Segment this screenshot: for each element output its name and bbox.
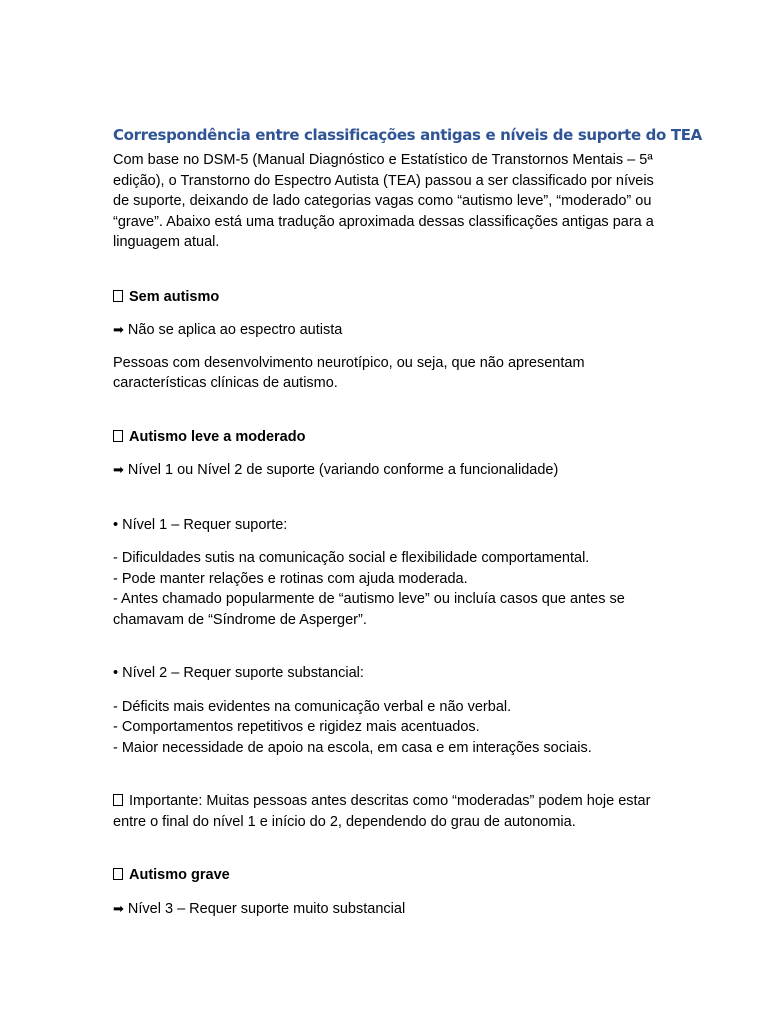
list-item: - Antes chamado popularmente de “autismo leve” ou incluía casos que antes se chamavam de “Síndrome de Asperger”.: [113, 591, 625, 628]
section-heading-sem-autismo: Sem autismo: [113, 287, 658, 308]
right-arrow-icon: ➡: [113, 900, 124, 916]
level2-heading: • Nível 2 – Requer suporte substancial:: [113, 665, 364, 681]
section-arrow-line: ➡ Nível 3 – Requer suporte muito substancial: [113, 900, 406, 917]
section-arrow-line: ➡ Não se aplica ao espectro autista: [113, 322, 343, 338]
section-arrow-line: ➡ Nível 1 ou Nível 2 de suporte (variando conforme a funcionalidade): [113, 462, 559, 478]
right-arrow-icon: ➡: [113, 462, 124, 477]
section-description: Pessoas com desenvolvimento neurotípico, ou seja, que não apresentam características clínicas de autismo.: [113, 354, 585, 391]
missing-glyph-icon: [113, 290, 123, 302]
missing-glyph-icon: [113, 430, 123, 442]
document-page: [113, 125, 702, 919]
missing-glyph-icon: [113, 868, 123, 880]
important-note: Importante: Muitas pessoas antes descritas como “moderadas” podem hoje estar entre o final do nível 1 e início do 2, dependendo do grau de autonomia.: [113, 793, 651, 830]
document-title: Correspondência entre classificações antigas e níveis de suporte do TEA: [113, 126, 702, 144]
level1-list: [113, 548, 658, 630]
list-item: - Déficits mais evidentes na comunicação verbal e não verbal.: [113, 698, 512, 715]
section-heading-leve-moderado: Autismo leve a moderado: [113, 427, 658, 448]
level1-heading: • Nível 1 – Requer suporte:: [113, 516, 288, 533]
right-arrow-icon: ➡: [113, 322, 124, 337]
level2-list: [113, 697, 658, 759]
missing-glyph-icon: [113, 794, 123, 806]
list-item: - Pode manter relações e rotinas com ajuda moderada.: [113, 570, 468, 587]
list-item: - Comportamentos repetitivos e rigidez mais acentuados.: [113, 719, 480, 735]
list-item: - Maior necessidade de apoio na escola, em casa e em interações sociais.: [113, 739, 592, 756]
intro-paragraph: Com base no DSM-5 (Manual Diagnóstico e Estatístico de Transtornos Mentais – 5ª edição), o Transtorno do Espectro Autista (TEA) passou a ser classificado por níveis de suporte, deixando de lado categorias vagas como “autismo leve”, “moderado” ou “grave”. Abaixo está uma tradução aproximada dessas classificações antigas para a linguagem atual.: [113, 152, 654, 250]
section-heading-autismo-grave: Autismo grave: [113, 865, 658, 886]
list-item: - Dificuldades sutis na comunicação social e flexibilidade comportamental.: [113, 550, 590, 566]
